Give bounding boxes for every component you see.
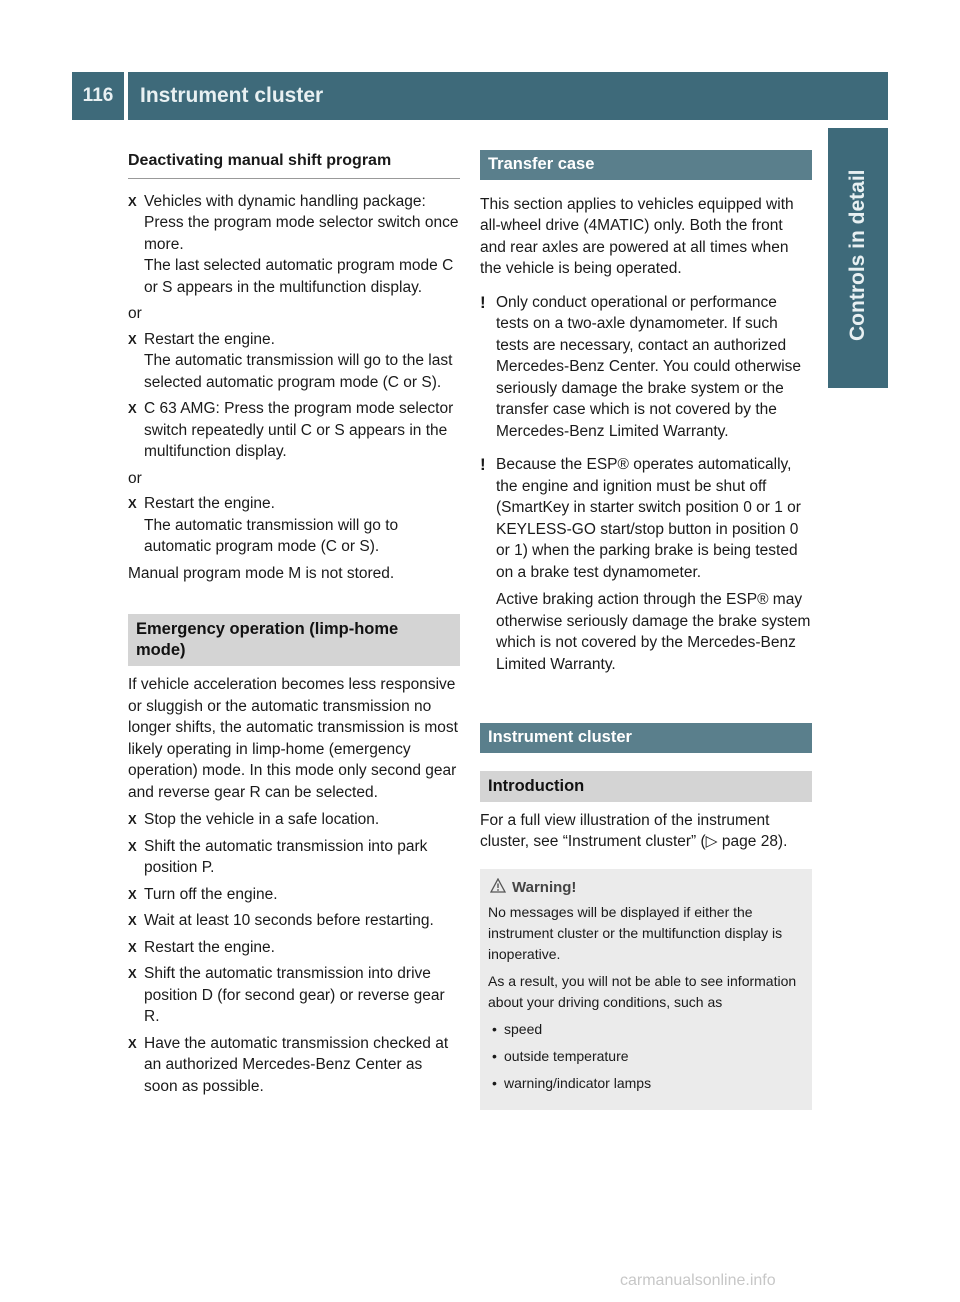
or-separator: or: [128, 305, 142, 322]
step-result: The automatic transmission will go to the last selected automatic program mode (C or S).: [144, 352, 453, 391]
warning-box: [480, 869, 812, 1110]
list-item: • warning/indicator lamps: [488, 1073, 804, 1094]
step-item: [128, 910, 460, 932]
right-column: [480, 150, 812, 1110]
step-item: [128, 963, 460, 1028]
step-arrow-icon: X: [128, 913, 137, 928]
warning-heading: [488, 877, 804, 898]
note-text: Only conduct operational or performance tests on a two-axle dynamometer. If such tests are necessary, contact an authorized Mercedes-Benz Center. You could otherwise seriously damage the brake system or the transfer case which is not covered by the Mercedes-Benz Limited Warranty.: [496, 293, 802, 440]
transfer-intro: This section applies to vehicles equipped with all-wheel drive (4MATIC) only. Both the front and rear axles are powered at all times when the vehicle is being operated.: [480, 195, 794, 277]
step-item: [128, 884, 460, 906]
caution-note: [480, 454, 812, 675]
step-arrow-icon: X: [128, 966, 137, 981]
warning-text: No messages will be displayed if either the instrument cluster or the multifunction display is inoperative.: [488, 903, 783, 962]
step-text: Shift the automatic transmission into drive position D (for second gear) or reverse gear R.: [144, 965, 445, 1025]
or-separator: or: [128, 469, 142, 487]
step-item: [128, 1033, 460, 1098]
step-text: Restart the engine.: [144, 330, 275, 348]
step-text: C 63 AMG: Press the program mode selector switch repeatedly until C or S appears in the multifunction display.: [144, 400, 454, 460]
step-arrow-icon: X: [128, 838, 137, 854]
closing-text: Manual program mode M is not stored.: [128, 564, 395, 582]
section-title-deactivating: Deactivating manual shift program: [128, 150, 460, 179]
page-header-title: Instrument cluster: [128, 72, 888, 120]
list-item: • speed: [488, 1019, 804, 1040]
section-title-emergency: Emergency operation (limp-home mode): [128, 614, 460, 666]
step-text: Stop the vehicle in a safe location.: [144, 811, 380, 828]
step-item: [128, 809, 460, 831]
section-title-transfer-case: Transfer case: [480, 150, 812, 180]
step-item: [128, 398, 460, 463]
step-item: [128, 836, 460, 879]
step-text: Turn off the engine.: [144, 885, 278, 903]
list-item: • outside temperature: [488, 1046, 804, 1067]
step-item: [128, 191, 460, 299]
step-text: Wait at least 10 seconds before restarting.: [144, 912, 434, 929]
step-arrow-icon: X: [128, 886, 137, 902]
page-number: 116: [72, 72, 124, 120]
step-item: [128, 493, 460, 558]
step-arrow-icon: X: [128, 193, 137, 209]
step-arrow-icon: X: [128, 1035, 137, 1051]
note-text: Because the ESP® operates automatically, the engine and ignition must be shut off (SmartKey in starter switch position 0 or 1 or KEYLESS-GO start/stop button in position 0 or 1) when the parking brake is being tested on a brake test dynamometer.: [496, 456, 801, 581]
section-title-instrument-cluster: Instrument cluster: [480, 723, 812, 753]
step-result: The automatic transmission will go to automatic program mode (C or S).: [144, 516, 399, 555]
step-text: Restart the engine.: [144, 495, 275, 512]
step-text: Restart the engine.: [144, 938, 275, 956]
emergency-intro: If vehicle acceleration becomes less responsive or sluggish or the automatic transmission no longer shifts, the automatic transmission is most likely operating in limp-home (emergency operation) mode. In this mode only second gear and reverse gear R can be selected.: [128, 676, 458, 801]
watermark: carmanualsonline.info: [620, 1272, 776, 1289]
step-arrow-icon: X: [128, 939, 137, 955]
step-arrow-icon: X: [128, 331, 137, 347]
step-arrow-icon: X: [128, 812, 137, 827]
step-arrow-icon: X: [128, 401, 137, 416]
side-tab-label: Controls in detail: [846, 169, 869, 341]
caution-note: [480, 292, 812, 443]
step-text: Have the automatic transmission checked at an authorized Mercedes-Benz Center as soon as possible.: [144, 1034, 449, 1095]
step-arrow-icon: X: [128, 496, 137, 511]
section-title-introduction: Introduction: [480, 771, 812, 802]
step-result: The last selected automatic program mode C or S appears in the multifunction display.: [144, 257, 454, 296]
step-item: [128, 937, 460, 959]
warning-text: As a result, you will not be able to see information about your driving conditions, such as: [488, 972, 797, 1010]
warning-heading-text: Warning!: [512, 878, 577, 896]
step-item: [128, 329, 460, 394]
step-text: Shift the automatic transmission into park position P.: [144, 837, 428, 876]
exclamation-icon: !: [480, 455, 486, 474]
cluster-intro: For a full view illustration of the instrument cluster, see “Instrument cluster” (▷ page 28).: [480, 811, 788, 850]
exclamation-icon: !: [480, 292, 486, 312]
warning-triangle-icon: [490, 878, 506, 893]
note-text: Active braking action through the ESP® may otherwise seriously damage the brake system which is not covered by the Mercedes-Benz Limited Warranty.: [496, 591, 811, 673]
step-text: Vehicles with dynamic handling package: Press the program mode selector switch once more.: [144, 192, 459, 253]
left-column: [128, 150, 460, 1102]
